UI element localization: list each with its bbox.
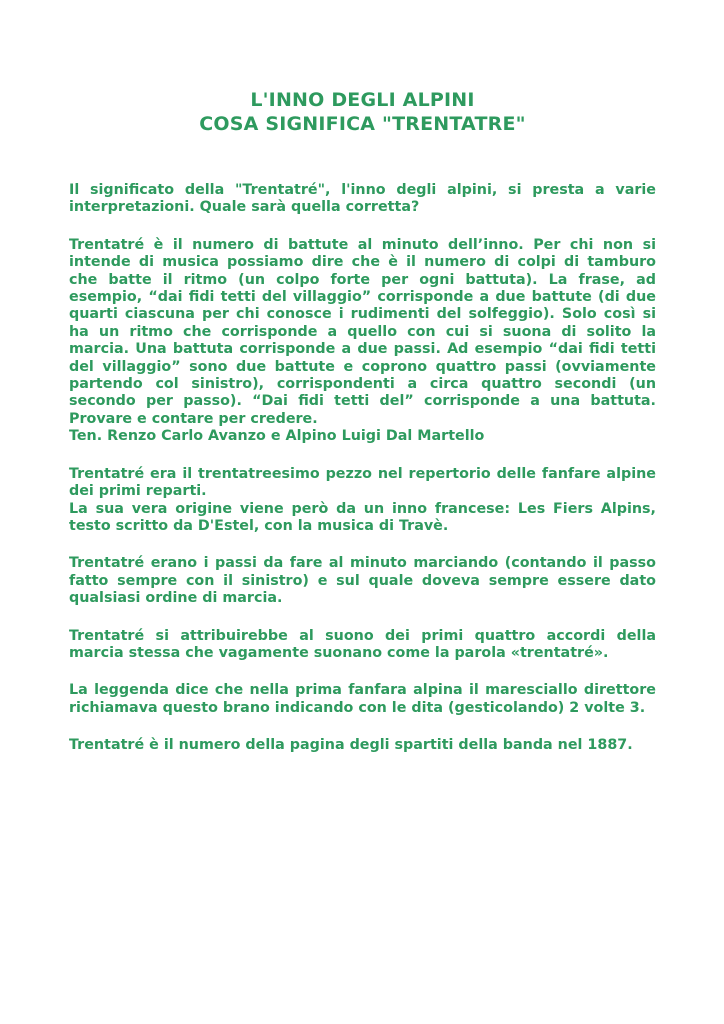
paragraph-spartiti bbox=[69, 737, 656, 754]
paragraph-repertorio bbox=[69, 466, 656, 536]
text-line: partendo col sinistro), corrispondenti a circa quattro secondi (un bbox=[69, 376, 656, 393]
document-subtitle: COSA SIGNIFICA "TRENTATRE" bbox=[199, 113, 526, 135]
text-line: Trentatré erano i passi da fare al minuto marciando (contando il passo bbox=[69, 555, 656, 572]
title-block bbox=[69, 88, 656, 136]
paragraph-leggenda bbox=[69, 682, 656, 717]
author-line: Ten. Renzo Carlo Avanzo e Alpino Luigi Dal Martello bbox=[69, 428, 485, 445]
text-line: fatto sempre con il sinistro) e sul quale doveva sempre essere dato bbox=[69, 572, 656, 589]
text-line: La leggenda dice che nella prima fanfara alpina il maresciallo direttore bbox=[69, 682, 656, 699]
text-line: richiamava questo brano indicando con le dita (gesticolando) 2 volte 3. bbox=[69, 699, 646, 716]
paragraph-passi bbox=[69, 555, 656, 607]
text-line: del villaggio” sono due battute e coprono quattro passi (ovviamente bbox=[69, 358, 656, 375]
text-line: intende di musica possiamo dire che è il numero di colpi di tamburo bbox=[69, 254, 656, 271]
text-line: secondo per passo). “Dai fidi tetti del” corrisponde a una battuta. bbox=[69, 393, 656, 410]
text-line: marcia. Una battuta corrisponde a due passi. Ad esempio “dai fidi tetti bbox=[69, 341, 656, 358]
text-line: esempio, “dai fidi tetti del villaggio” corrisponde a due battute (di due bbox=[69, 289, 656, 306]
text-line: Provare e contare per credere. bbox=[69, 410, 318, 427]
text-line: Trentatré era il trentatreesimo pezzo nel repertorio delle fanfare alpine bbox=[69, 465, 656, 482]
text-line: Trentatré si attribuirebbe al suono dei primi quattro accordi della bbox=[69, 627, 656, 644]
text-line: Trentatré è il numero di battute al minuto dell’inno. Per chi non si bbox=[69, 236, 656, 253]
text-line: qualsiasi ordine di marcia. bbox=[69, 590, 283, 607]
text-line: interpretazioni. Quale sarà quella corretta? bbox=[69, 199, 420, 216]
document-title: L'INNO DEGLI ALPINI bbox=[250, 89, 475, 111]
text-line: quarti ciascuna per chi conosce i rudimenti del solfeggio). Solo così si bbox=[69, 306, 656, 323]
paragraph-intro bbox=[69, 182, 656, 217]
text-line: Il significato della "Trentatré", l'inno degli alpini, si presta a varie bbox=[69, 182, 656, 198]
text-line: che batte il ritmo (un colpo forte per ogni battuta). La frase, ad bbox=[69, 271, 656, 288]
text-line: dei primi reparti. bbox=[69, 483, 207, 500]
paragraph-battute bbox=[69, 237, 656, 446]
paragraph-accordi bbox=[69, 628, 656, 663]
text-line: Trentatré è il numero della pagina degli spartiti della banda nel 1887. bbox=[69, 737, 633, 754]
text-line: marcia stessa che vagamente suonano come la parola «trentatré». bbox=[69, 644, 609, 661]
text-line: testo scritto da D'Estel, con la musica di Travè. bbox=[69, 517, 449, 534]
text-line: ha un ritmo che corrisponde a quello con cui si suona di solito la bbox=[69, 323, 656, 340]
text-line: La sua vera origine viene però da un inno francese: Les Fiers Alpins, bbox=[69, 500, 656, 517]
